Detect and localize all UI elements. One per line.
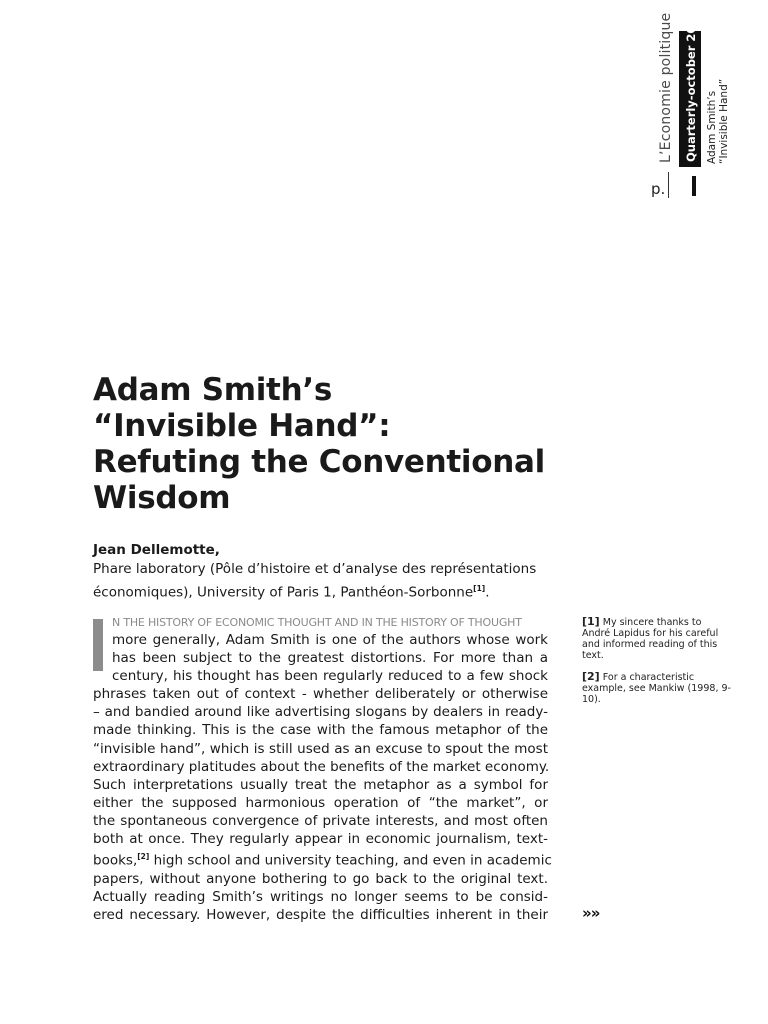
body-line-with-ref: [93, 848, 552, 870]
body-line: both at once. They regularly appear in economic journalism, text-: [93, 831, 548, 848]
body-line: Such interpretations usually treat the metaphor as a symbol for: [93, 776, 548, 793]
footnote-text: My sincere thanks to André Lapidus for his careful and informed reading of this text.: [582, 617, 719, 661]
body-line: century, his thought has been regularly reduced to a few shock: [112, 668, 548, 685]
title-line: Wisdom: [93, 480, 231, 516]
body-line: – and bandied around like advertising slogans by dealers in ready-: [93, 704, 548, 721]
footnote-ref-1[interactable]: [1]: [473, 584, 486, 593]
article-short-title: [706, 24, 730, 164]
body-fragment: high school and university teaching, and even in academic: [149, 852, 552, 869]
page-number-mark: [692, 176, 696, 196]
journal-name: L’Economie politique: [658, 12, 674, 163]
footnote-text: For a characteristic example, see Mankiw (1998, 9-10).: [582, 672, 731, 705]
article-short-line: “Invisible Hand”: [718, 78, 730, 164]
running-header: [0, 0, 768, 210]
affiliation-line1: Phare laboratory (Pôle d’histoire et d’analyse des représentations: [93, 561, 537, 577]
footnote-2: [582, 671, 732, 705]
body-line: made thinking. This is the case with the famous metaphor of the: [93, 722, 548, 739]
page-rule: [668, 172, 669, 198]
body-line: more generally, Adam Smith is one of the authors whose work: [112, 632, 548, 648]
side-notes: [582, 616, 732, 715]
footnote-1: [582, 616, 732, 661]
body-text: [93, 631, 552, 924]
issue-date: Quarterly-october 2009: [684, 9, 698, 162]
body-line: extraordinary platitudes about the benefits of the market economy.: [93, 758, 550, 775]
body-line: papers, without anyone bothering to go back to the original text.: [93, 870, 548, 887]
footnote-ref-2[interactable]: [2]: [137, 852, 150, 862]
title-line: Refuting the Conventional: [93, 444, 545, 480]
body-line: Actually reading Smith’s writings no longer seems to be consid-: [93, 888, 548, 905]
lead-in: N THE HISTORY OF ECONOMIC THOUGHT AND IN THE HISTORY OF THOUGHT: [112, 616, 522, 629]
drop-cap-bar: [93, 619, 103, 671]
article-body: [93, 614, 552, 924]
author-affiliation: [93, 560, 553, 603]
body-line: has been subject to the greatest distortions. For more than a: [112, 650, 548, 667]
footnote-number: [1]: [582, 615, 600, 628]
title-line: Adam Smith’s: [93, 372, 332, 408]
article-short-line: Adam Smith’s: [706, 90, 718, 164]
body-line: phrases taken out of context - whether deliberately or otherwise: [93, 686, 548, 703]
body-line: either the supposed harmonious operation of “the market”, or: [93, 794, 548, 811]
body-line: the spontaneous convergence of private interests, and most often: [93, 812, 548, 829]
continue-arrows-icon: »»: [582, 904, 600, 922]
affiliation-end: .: [485, 584, 490, 601]
page-prefix: p.: [651, 180, 666, 198]
body-line: “invisible hand”, which is still used as an excuse to spout the most: [93, 740, 548, 757]
author-name: Jean Dellemotte,: [93, 542, 220, 558]
body-line: ered necessary. However, despite the difficulties inherent in their: [93, 906, 548, 923]
article-title: [93, 372, 545, 516]
body-fragment: books,: [93, 852, 138, 869]
title-line: “Invisible Hand”:: [93, 408, 391, 444]
footnote-number: [2]: [582, 670, 600, 683]
affiliation-line2: économiques), University of Paris 1, Panthéon-Sorbonne: [93, 584, 474, 601]
